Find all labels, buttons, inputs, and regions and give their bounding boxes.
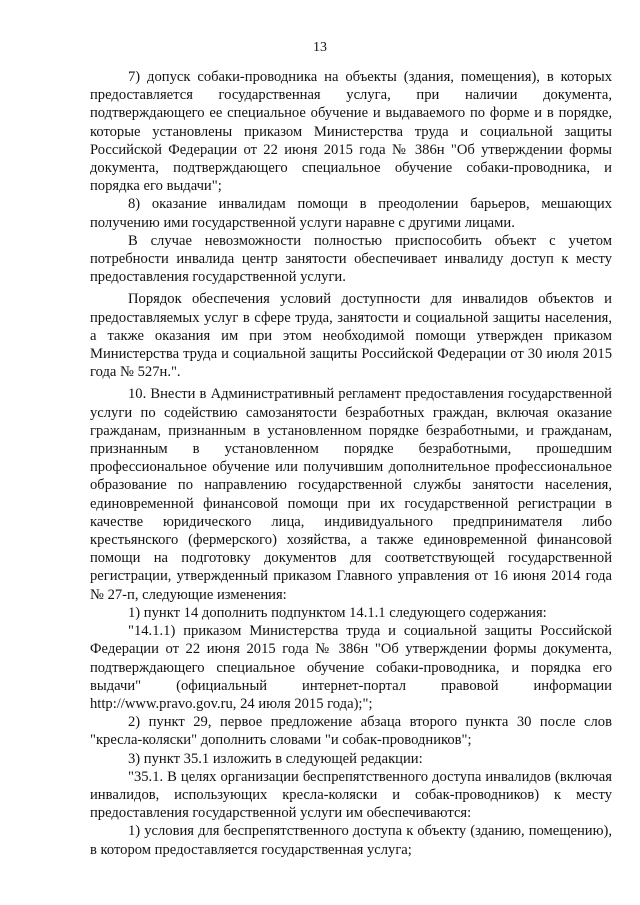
paragraph-change-2: 2) пункт 29, первое предложение абзаца второго пункта 30 после слов "кресла-коляски" дополнить словами "и собак-проводников"; <box>90 714 612 749</box>
paragraph-clause-35-1: "35.1. В целях организации беспрепятственного доступа инвалидов (включая инвалидов, использующих кресла-коляски и собак-проводников) к месту предоставления государственной услуги им обеспечиваются: <box>90 768 612 822</box>
paragraph-clause-35-1-item-1: 1) условия для беспрепятственного доступа к объекту (зданию, помещению), в котором предоставляется государственная услуга; <box>90 823 612 858</box>
page-number: 13 <box>313 40 327 55</box>
paragraph-subclause-14-1-1: "14.1.1) приказом Министерства труда и социальной защиты Российской Федерации от 22 июня 2015 года № 386н "Об утверждении формы документа, подтверждающего специальное обучение собаки-проводника, и порядка его выдачи" (официальный интернет-портал правовой информации http://www.pravo.gov.ru, 24 июля 2015 года);"; <box>90 623 612 712</box>
paragraph-accessibility-order: Порядок обеспечения условий доступности для инвалидов объектов и предоставляемых услуг в сфере труда, занятости и социальной защиты населения, а также оказания им при этом необходимой помощи утвержден приказом Министерства труда и социальной защиты Российской Федерации от 30 июля 2015 года № 527н.". <box>90 291 612 381</box>
paragraph-item-10: 10. Внести в Административный регламент предоставления государственной услуги по содействию самозанятости безработных граждан, включая оказание гражданам, признанным в установленном порядке безработными, и гражданам, признанным в установленном порядке безработными, прошедшим профессиональное обучение или получившим дополнительное профессиональное образование по направлению государственной службы занятости населения, единовременной финансовой помощи при их государственной регистрации в качестве юридического лица, индивидуального предпринимателя либо крестьянского (фермерского) хозяйства, а также единовременной финансовой помощи на подготовку документов для соответствующей государственной регистрации, утвержденный приказом Главного управления от 16 июня 2014 года № 27-п, следующие изменения: <box>90 386 612 603</box>
paragraph-item-7: 7) допуск собаки-проводника на объекты (здания, помещения), в которых предоставляется государственная услуга, при наличии документа, подтверждающего ее специальное обучение и выдаваемого по форме и в порядке, которые установлены приказом Министерства труда и социальной защиты Российской Федерации от 22 июня 2015 года № 386н "Об утверждении формы документа, подтверждающего специальное обучение собаки-проводника, и порядка его выдачи"; <box>90 69 612 195</box>
paragraph-change-1: 1) пункт 14 дополнить подпунктом 14.1.1 следующего содержания: <box>128 604 547 621</box>
paragraph-item-8: 8) оказание инвалидам помощи в преодолении барьеров, мешающих получению ими государственной услуги наравне с другими лицами. <box>90 196 612 231</box>
paragraph-inaccessibility: В случае невозможности полностью приспособить объект с учетом потребности инвалида центр занятости обеспечивает инвалиду доступ к месту предоставления государственной услуги. <box>90 232 612 286</box>
document-body <box>90 68 612 859</box>
paragraph-change-3: 3) пункт 35.1 изложить в следующей редакции: <box>128 750 423 767</box>
